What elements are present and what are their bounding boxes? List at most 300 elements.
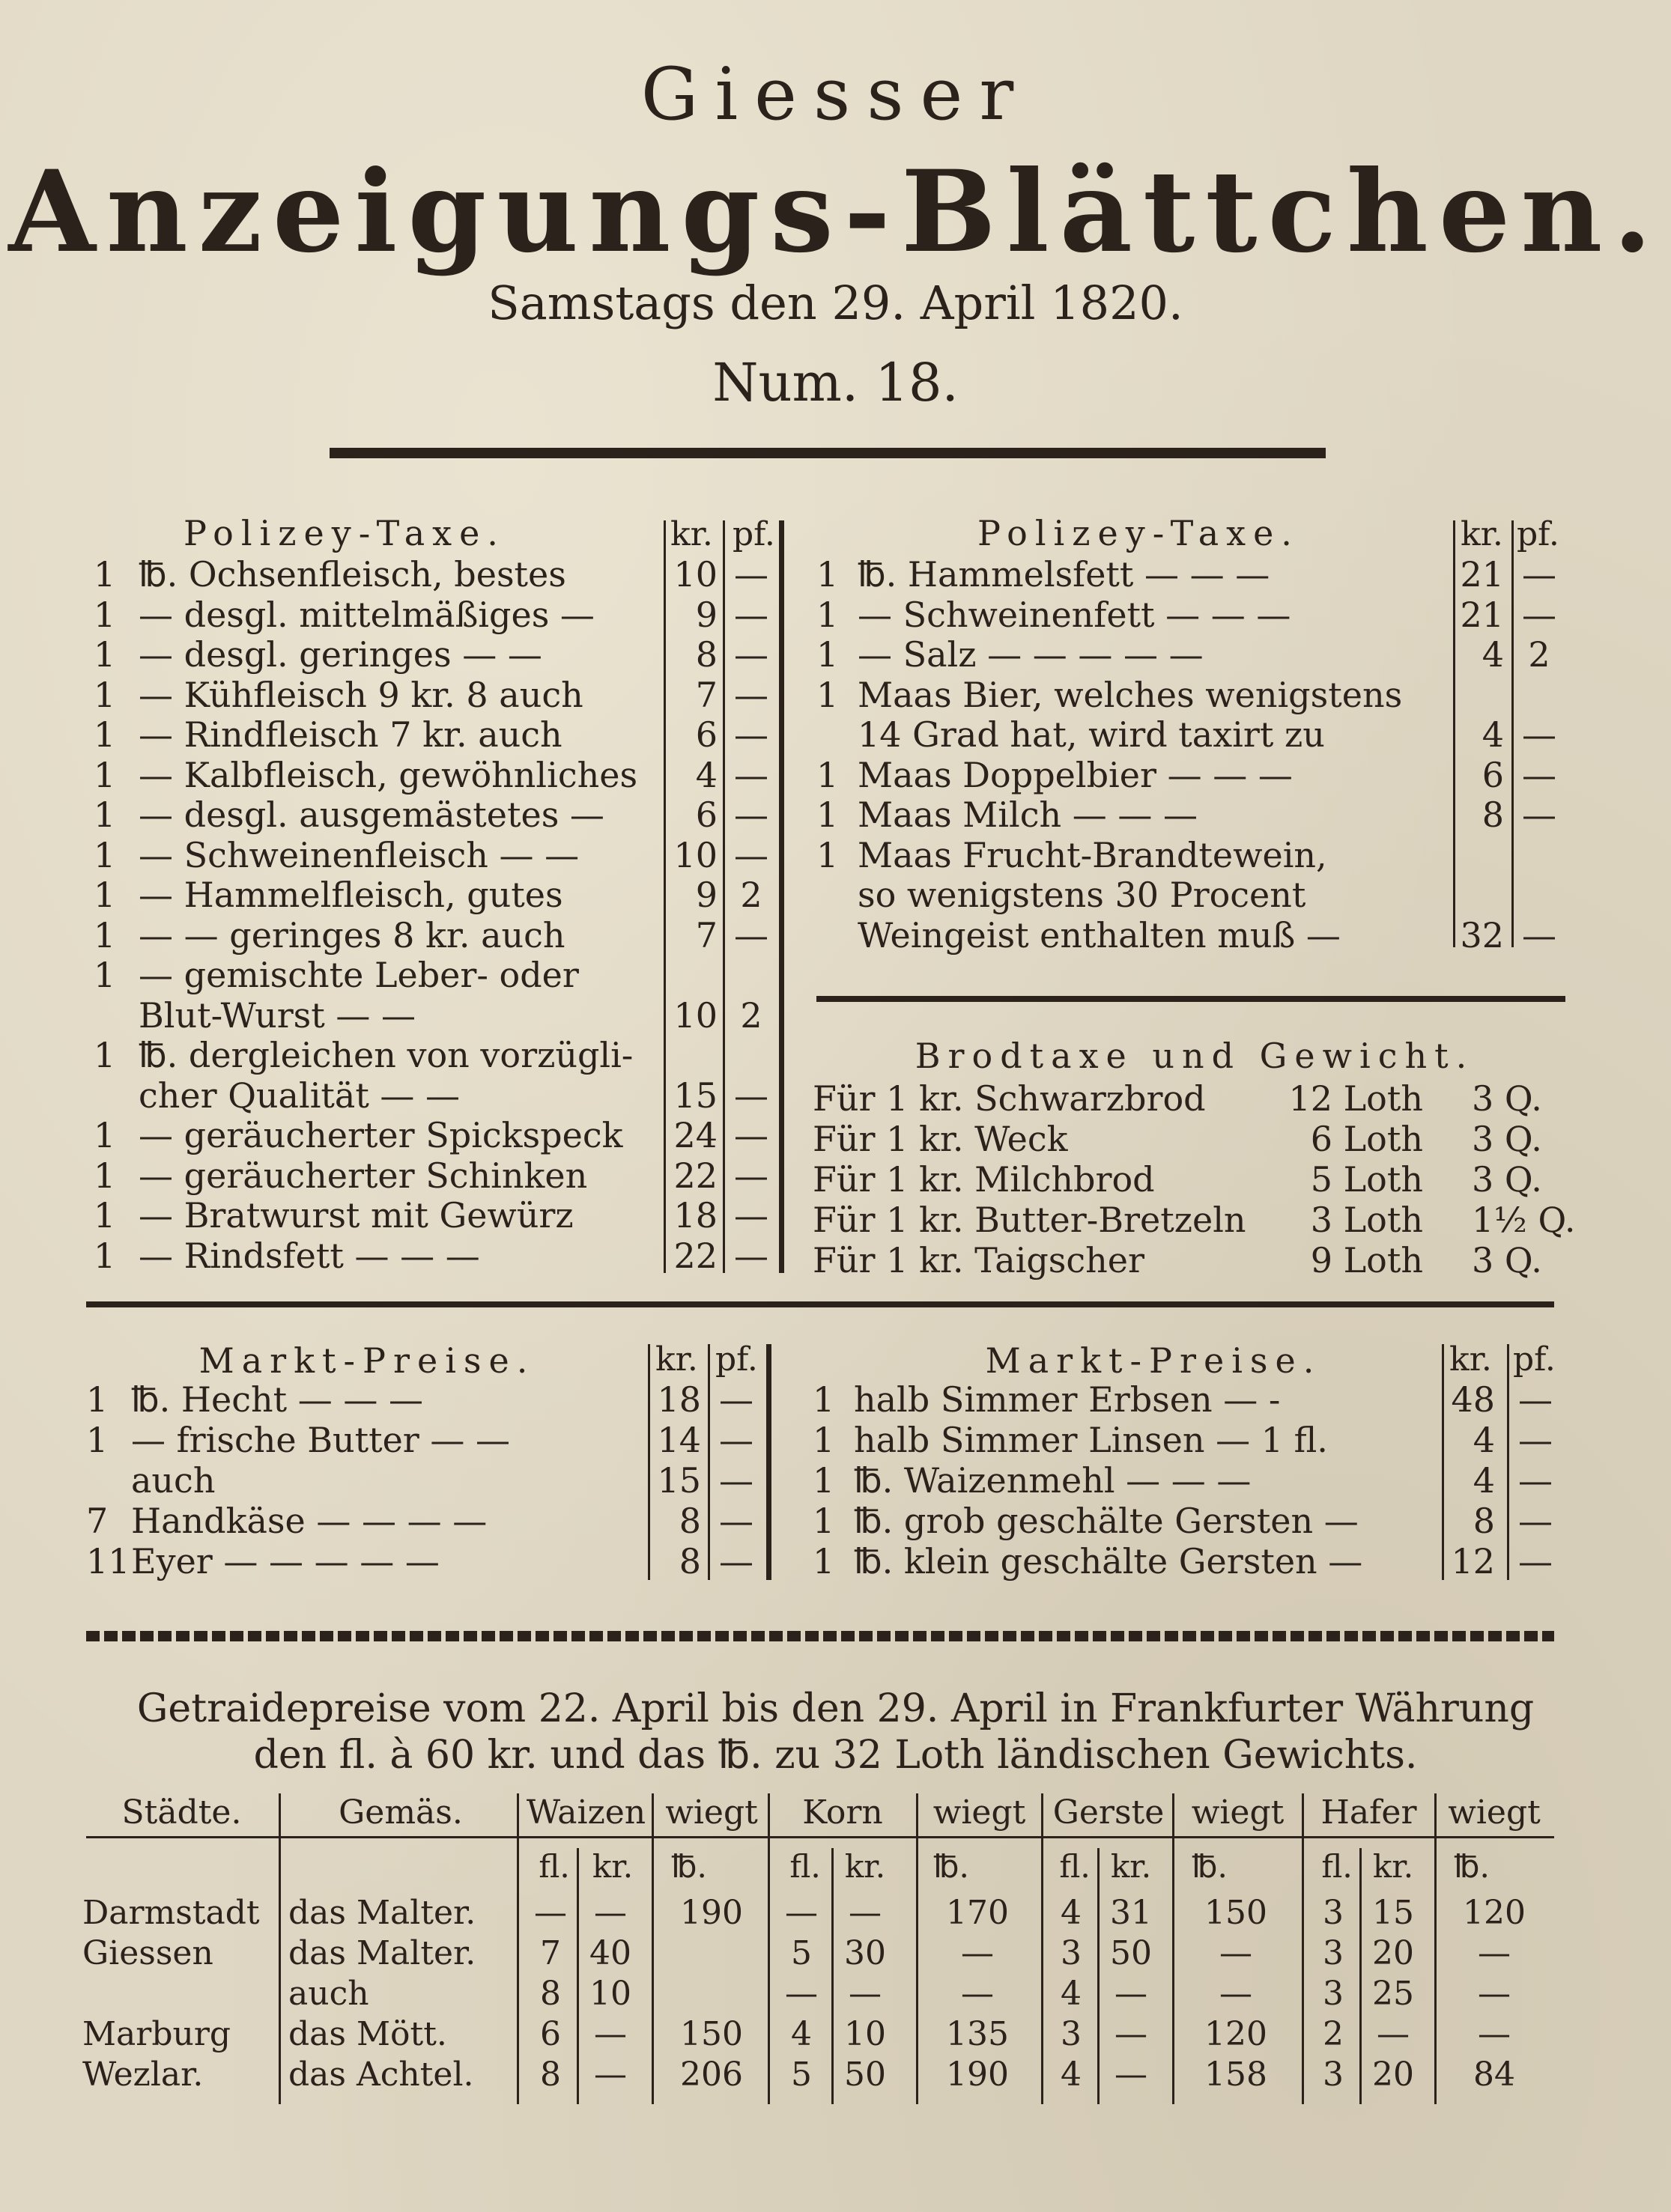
table-cell: 206 bbox=[680, 2055, 743, 2094]
row-quantity: 1 bbox=[813, 1541, 835, 1581]
table-cell: Wezlar. bbox=[82, 2055, 204, 2094]
table-divider bbox=[768, 1793, 770, 2104]
markt-right-heading: Markt-Preise. bbox=[985, 1340, 1322, 1381]
row-pf: — bbox=[734, 594, 768, 635]
table-cell: — bbox=[594, 2055, 627, 2094]
row-item: — Bratwurst mit Gewürz bbox=[139, 1195, 574, 1236]
table-subheader: ℔. bbox=[671, 1848, 707, 1885]
table-cell: Giessen bbox=[82, 1934, 213, 1972]
bread-weight: 6 Loth bbox=[1310, 1119, 1423, 1159]
table-cell: 4 bbox=[1061, 2055, 1082, 2094]
row-quantity: 1 bbox=[94, 594, 116, 635]
table-cell: 150 bbox=[680, 2015, 743, 2053]
row-kr: 14 bbox=[657, 1420, 701, 1460]
row-kr: 21 bbox=[1460, 554, 1504, 595]
row-item: Handkäse — — — — bbox=[131, 1501, 488, 1541]
row-item: 14 Grad hat, wird taxirt zu bbox=[858, 714, 1325, 755]
row-kr: 10 bbox=[673, 834, 718, 875]
row-kr: 18 bbox=[657, 1379, 701, 1420]
table-row bbox=[0, 1078, 1671, 1119]
row-quantity: 1 bbox=[94, 914, 116, 955]
table-cell: das Mött. bbox=[288, 2015, 447, 2053]
table-cell: 135 bbox=[946, 2015, 1009, 2053]
table-row bbox=[0, 1933, 1671, 1974]
table-subheader: kr. bbox=[592, 1848, 634, 1885]
table-cell: 50 bbox=[844, 2055, 886, 2094]
polizey-left-col-pf: pf. bbox=[733, 515, 775, 553]
row-item: — gemischte Leber- oder bbox=[139, 955, 579, 995]
table-row bbox=[0, 875, 1671, 915]
row-item: halb Simmer Erbsen — - bbox=[854, 1379, 1281, 1420]
table-cell: 7 bbox=[540, 1934, 561, 1972]
table-subheader: ℔. bbox=[1454, 1848, 1490, 1885]
table-header: Hafer bbox=[1320, 1793, 1417, 1832]
row-kr: 8 bbox=[1482, 794, 1504, 835]
row-item: Maas Bier, welches wenigstens bbox=[858, 674, 1403, 715]
row-item: ℔. Waizenmehl — — — bbox=[854, 1460, 1252, 1501]
table-cell: 4 bbox=[1061, 1894, 1082, 1932]
row-quantity: 1 bbox=[94, 1235, 116, 1276]
row-quantity: 1 bbox=[94, 955, 116, 995]
row-pf: — bbox=[1522, 794, 1556, 835]
polizey-right-divider bbox=[1511, 520, 1514, 947]
header-underline bbox=[86, 1836, 1554, 1838]
row-item: Maas Milch — — — bbox=[858, 794, 1198, 835]
row-item: — desgl. mittelmäßiges — bbox=[139, 594, 595, 635]
row-kr: 9 bbox=[695, 875, 718, 915]
markt-left-col-pf: pf. bbox=[715, 1340, 758, 1379]
table-cell: 150 bbox=[1204, 1894, 1267, 1932]
table-cell: — bbox=[1114, 2015, 1147, 2053]
table-cell: — bbox=[594, 2015, 627, 2053]
table-subheader: ℔. bbox=[1192, 1848, 1228, 1885]
row-pf: — bbox=[1522, 754, 1556, 795]
table-cell: — bbox=[534, 1894, 567, 1932]
row-pf: 2 bbox=[740, 875, 762, 915]
section-rule bbox=[86, 1301, 1554, 1307]
row-pf: — bbox=[734, 674, 768, 715]
table-row bbox=[0, 675, 1671, 715]
table-subheader: fl. bbox=[1321, 1848, 1353, 1885]
row-pf: — bbox=[734, 834, 768, 875]
table-header: Waizen bbox=[526, 1793, 646, 1832]
row-item: — Rindfleisch 7 kr. auch bbox=[139, 714, 562, 755]
row-item: — Kühfleisch 9 kr. 8 auch bbox=[139, 674, 583, 715]
row-quantity: 1 bbox=[94, 1035, 116, 1075]
table-cell: — bbox=[849, 1975, 882, 2013]
row-pf: — bbox=[734, 794, 768, 835]
bread-quarter: 3 Q. bbox=[1472, 1119, 1542, 1159]
table-subheader: fl. bbox=[539, 1848, 570, 1885]
table-divider bbox=[1359, 1848, 1362, 2104]
table-row bbox=[0, 1200, 1671, 1240]
row-kr: 12 bbox=[1451, 1541, 1495, 1581]
table-header: wiegt bbox=[1191, 1793, 1285, 1832]
row-kr: 22 bbox=[673, 1235, 718, 1276]
masthead-line1: Giesser bbox=[640, 52, 1031, 136]
markt-right-divider bbox=[1442, 1344, 1444, 1580]
row-item: ℔. Hecht — — — bbox=[131, 1379, 423, 1420]
row-kr: 4 bbox=[1473, 1420, 1495, 1460]
row-quantity: 7 bbox=[86, 1501, 109, 1541]
masthead-title: Anzeigungs-Blättchen. bbox=[8, 146, 1663, 278]
bread-weight: 5 Loth bbox=[1310, 1159, 1423, 1200]
table-row bbox=[0, 1379, 1671, 1420]
row-kr: 18 bbox=[673, 1195, 718, 1236]
table-cell: 25 bbox=[1372, 1975, 1414, 2013]
row-pf: 2 bbox=[1528, 634, 1550, 675]
row-item: — — geringes 8 kr. auch bbox=[139, 914, 565, 955]
row-pf: — bbox=[1522, 554, 1556, 595]
row-pf: — bbox=[719, 1420, 753, 1460]
table-cell: 120 bbox=[1463, 1894, 1526, 1932]
row-pf: — bbox=[1518, 1460, 1553, 1501]
table-row bbox=[0, 1460, 1671, 1501]
bread-label: Für 1 kr. Milchbrod bbox=[813, 1159, 1155, 1200]
table-cell: 20 bbox=[1372, 2055, 1414, 2094]
markt-right-divider bbox=[1507, 1344, 1509, 1580]
row-kr: 21 bbox=[1460, 594, 1504, 635]
table-row bbox=[0, 1119, 1671, 1159]
table-cell: das Malter. bbox=[288, 1934, 476, 1972]
bread-label: Für 1 kr. Butter-Bretzeln bbox=[813, 1200, 1246, 1240]
getraide-title-line2: den fl. à 60 kr. und das ℔. zu 32 Loth ländischen Gewichts. bbox=[253, 1733, 1418, 1778]
row-pf: — bbox=[734, 1155, 768, 1196]
table-divider bbox=[517, 1793, 519, 2104]
table-row bbox=[0, 1159, 1671, 1200]
table-cell: Marburg bbox=[82, 2015, 231, 2053]
row-item: — Schweinenfleisch — — bbox=[139, 834, 580, 875]
row-quantity: 1 bbox=[816, 634, 839, 675]
row-kr: 6 bbox=[695, 794, 718, 835]
table-cell: 8 bbox=[540, 1975, 561, 2013]
table-cell: 10 bbox=[589, 1975, 631, 2013]
table-cell: Darmstadt bbox=[82, 1894, 260, 1932]
table-divider bbox=[1041, 1793, 1043, 2104]
row-item: ℔. grob geschälte Gersten — bbox=[854, 1501, 1359, 1541]
row-item: ℔. klein geschälte Gersten — bbox=[854, 1541, 1363, 1581]
row-kr: 15 bbox=[673, 1075, 718, 1116]
table-cell: — bbox=[785, 1894, 818, 1932]
row-kr: 8 bbox=[695, 634, 718, 675]
table-subheader: fl. bbox=[1059, 1848, 1091, 1885]
table-header: Städte. bbox=[121, 1793, 242, 1832]
bread-weight: 3 Loth bbox=[1310, 1200, 1423, 1240]
table-cell: das Malter. bbox=[288, 1894, 476, 1932]
row-kr: 10 bbox=[673, 994, 718, 1036]
polizey-right-divider bbox=[1453, 520, 1455, 947]
row-item: Maas Frucht-Brandtewein, bbox=[858, 834, 1327, 875]
row-kr: 22 bbox=[673, 1155, 718, 1196]
row-pf: — bbox=[734, 714, 768, 755]
row-item: ℔. Ochsenfleisch, bestes bbox=[139, 554, 566, 595]
row-item: ℔. dergleichen von vorzügli- bbox=[139, 1035, 634, 1075]
table-divider bbox=[831, 1848, 834, 2104]
row-kr: 8 bbox=[679, 1501, 701, 1541]
row-item: ℔. Hammelsfett — — — bbox=[858, 554, 1270, 595]
row-quantity: 1 bbox=[86, 1379, 109, 1420]
row-kr: 9 bbox=[695, 594, 718, 635]
table-header: wiegt bbox=[1448, 1793, 1541, 1832]
row-quantity: 1 bbox=[94, 875, 116, 915]
table-row bbox=[0, 634, 1671, 675]
table-divider bbox=[1172, 1793, 1174, 2104]
bread-quarter: 1½ Q. bbox=[1472, 1200, 1576, 1240]
table-row bbox=[0, 835, 1671, 875]
brodtaxe-heading: Brodtaxe und Gewicht. bbox=[915, 1036, 1475, 1076]
getraide-title-line1: Getraidepreise vom 22. April bis den 29. April in Frankfurter Währung bbox=[136, 1686, 1535, 1731]
table-cell: 15 bbox=[1372, 1894, 1414, 1932]
row-kr: 6 bbox=[1482, 754, 1504, 795]
table-subheader: ℔. bbox=[933, 1848, 969, 1885]
row-kr: 4 bbox=[1473, 1460, 1495, 1501]
row-pf: — bbox=[1518, 1541, 1553, 1581]
issue-date: Samstags den 29. April 1820. bbox=[488, 276, 1183, 330]
row-kr: 8 bbox=[679, 1541, 701, 1581]
polizey-right-heading: Polizey-Taxe. bbox=[977, 513, 1300, 553]
masthead-rule bbox=[330, 448, 1326, 458]
row-pf: 2 bbox=[740, 994, 762, 1036]
row-quantity: 1 bbox=[94, 674, 116, 715]
table-row bbox=[0, 1974, 1671, 2014]
row-pf: — bbox=[1518, 1379, 1553, 1420]
row-kr: 4 bbox=[695, 754, 718, 795]
row-pf: — bbox=[734, 554, 768, 595]
row-kr: 4 bbox=[1482, 714, 1504, 755]
table-row bbox=[0, 955, 1671, 995]
table-cell: 2 bbox=[1323, 2015, 1344, 2053]
table-cell: — bbox=[1377, 2015, 1410, 2053]
row-quantity: 1 bbox=[94, 1155, 116, 1196]
row-pf: — bbox=[719, 1541, 753, 1581]
table-divider bbox=[577, 1848, 579, 2104]
markt-right-col-pf: pf. bbox=[1513, 1340, 1556, 1379]
row-item: so wenigstens 30 Procent bbox=[858, 875, 1306, 915]
row-pf: — bbox=[1522, 714, 1556, 755]
bread-label: Für 1 kr. Weck bbox=[813, 1119, 1068, 1159]
table-subheader: kr. bbox=[1372, 1848, 1414, 1885]
table-header: wiegt bbox=[932, 1793, 1026, 1832]
table-cell: 20 bbox=[1372, 1934, 1414, 1972]
row-quantity: 1 bbox=[816, 594, 839, 635]
bread-weight: 9 Loth bbox=[1310, 1240, 1423, 1280]
table-cell: — bbox=[1478, 1934, 1511, 1972]
markt-left-heading: Markt-Preise. bbox=[198, 1340, 536, 1381]
polizey-left-heading: Polizey-Taxe. bbox=[184, 513, 506, 553]
table-row bbox=[0, 2055, 1671, 2095]
table-header: Gemäs. bbox=[339, 1793, 463, 1832]
table-cell: — bbox=[849, 1894, 882, 1932]
row-pf: — bbox=[719, 1501, 753, 1541]
table-row bbox=[0, 554, 1671, 595]
section-rule bbox=[86, 1631, 1554, 1641]
table-cell: das Achtel. bbox=[288, 2055, 474, 2094]
row-quantity: 1 bbox=[816, 554, 839, 595]
table-divider bbox=[279, 1793, 281, 2104]
markt-right-col-kr: kr. bbox=[1449, 1340, 1492, 1379]
bread-quarter: 3 Q. bbox=[1472, 1159, 1542, 1200]
table-cell: 4 bbox=[791, 2015, 812, 2053]
row-item: — desgl. geringes — — bbox=[139, 634, 542, 675]
row-kr: 4 bbox=[1482, 634, 1504, 675]
table-row bbox=[0, 1240, 1671, 1280]
table-row bbox=[0, 2014, 1671, 2055]
row-pf: — bbox=[1518, 1420, 1553, 1460]
polizey-right-col-kr: kr. bbox=[1461, 515, 1503, 553]
table-cell: 3 bbox=[1061, 2015, 1082, 2053]
table-cell: — bbox=[1114, 2055, 1147, 2094]
table-cell: — bbox=[961, 1934, 994, 1972]
row-kr: 7 bbox=[695, 914, 718, 955]
table-header: wiegt bbox=[665, 1793, 758, 1832]
row-item: — Kalbfleisch, gewöhnliches bbox=[139, 754, 638, 795]
row-item: Weingeist enthalten muß — bbox=[858, 914, 1341, 955]
table-cell: — bbox=[1478, 2015, 1511, 2053]
table-cell: 6 bbox=[540, 2015, 561, 2053]
row-quantity: 1 bbox=[816, 794, 839, 835]
table-cell: — bbox=[1219, 1975, 1252, 2013]
row-pf: — bbox=[719, 1379, 753, 1420]
markt-left-col-kr: kr. bbox=[655, 1340, 698, 1379]
table-cell: — bbox=[1219, 1934, 1252, 1972]
table-row bbox=[0, 915, 1671, 955]
row-kr: 48 bbox=[1451, 1379, 1495, 1420]
row-quantity: 1 bbox=[94, 834, 116, 875]
table-cell: — bbox=[1114, 1975, 1147, 2013]
row-quantity: 1 bbox=[94, 1195, 116, 1236]
table-row bbox=[0, 1501, 1671, 1541]
table-cell: 50 bbox=[1110, 1934, 1152, 1972]
table-row bbox=[0, 714, 1671, 755]
row-item: Blut-Wurst — — bbox=[139, 994, 416, 1036]
row-pf: — bbox=[1522, 914, 1556, 955]
bread-quarter: 3 Q. bbox=[1472, 1240, 1542, 1280]
row-pf: — bbox=[1518, 1501, 1553, 1541]
row-pf: — bbox=[734, 1115, 768, 1155]
row-pf: — bbox=[734, 634, 768, 675]
row-item: Eyer — — — — — bbox=[131, 1541, 440, 1581]
table-cell: 3 bbox=[1061, 1934, 1082, 1972]
row-item: — Hammelfleisch, gutes bbox=[139, 875, 563, 915]
row-quantity: 1 bbox=[813, 1420, 835, 1460]
table-cell: 5 bbox=[791, 2055, 812, 2094]
table-row bbox=[0, 595, 1671, 635]
row-quantity: 1 bbox=[816, 674, 839, 715]
row-quantity: 1 bbox=[813, 1379, 835, 1420]
issue-number: Num. 18. bbox=[712, 352, 959, 413]
row-quantity: 1 bbox=[94, 714, 116, 755]
table-cell: 170 bbox=[946, 1894, 1009, 1932]
row-item: — desgl. ausgemästetes — bbox=[139, 794, 604, 835]
table-cell: 3 bbox=[1323, 1975, 1344, 2013]
row-item: — Rindsfett — — — bbox=[139, 1235, 480, 1276]
table-cell: 8 bbox=[540, 2055, 561, 2094]
row-quantity: 1 bbox=[813, 1460, 835, 1501]
row-pf: — bbox=[734, 1195, 768, 1236]
table-cell: auch bbox=[288, 1975, 369, 2013]
table-cell: 120 bbox=[1204, 2015, 1267, 2053]
bread-label: Für 1 kr. Taigscher bbox=[813, 1240, 1144, 1280]
table-subheader: kr. bbox=[1110, 1848, 1152, 1885]
row-item: halb Simmer Linsen — 1 fl. bbox=[854, 1420, 1328, 1460]
table-cell: — bbox=[785, 1975, 818, 2013]
table-divider bbox=[916, 1793, 918, 2104]
row-pf: — bbox=[734, 1075, 768, 1116]
table-cell: 10 bbox=[844, 2015, 886, 2053]
table-cell: 30 bbox=[844, 1934, 886, 1972]
table-cell: 31 bbox=[1110, 1894, 1152, 1932]
row-quantity: 1 bbox=[816, 834, 839, 875]
row-item: Maas Doppelbier — — — bbox=[858, 754, 1293, 795]
row-kr: 6 bbox=[695, 714, 718, 755]
table-divider bbox=[1097, 1848, 1100, 2104]
table-row bbox=[0, 1541, 1671, 1581]
section-rule bbox=[816, 996, 1565, 1002]
table-cell: 5 bbox=[791, 1934, 812, 1972]
row-item: — geräucherter Spickspeck bbox=[139, 1115, 623, 1155]
row-item: — Schweinenfett — — — bbox=[858, 594, 1291, 635]
table-cell: 190 bbox=[946, 2055, 1009, 2094]
polizey-left-col-kr: kr. bbox=[670, 515, 713, 553]
table-cell: 158 bbox=[1204, 2055, 1267, 2094]
table-cell: — bbox=[594, 1894, 627, 1932]
table-header: Korn bbox=[802, 1793, 883, 1832]
bread-label: Für 1 kr. Schwarzbrod bbox=[813, 1078, 1206, 1119]
table-subheader: fl. bbox=[789, 1848, 821, 1885]
row-pf: — bbox=[719, 1460, 753, 1501]
table-header: Gerste bbox=[1052, 1793, 1165, 1832]
table-cell: 190 bbox=[680, 1894, 743, 1932]
row-quantity: 1 bbox=[86, 1420, 109, 1460]
row-kr: 8 bbox=[1473, 1501, 1495, 1541]
table-cell: 84 bbox=[1473, 2055, 1515, 2094]
table-row bbox=[0, 1893, 1671, 1933]
row-item: cher Qualität — — bbox=[139, 1075, 461, 1116]
row-kr: 10 bbox=[673, 554, 718, 595]
row-pf: — bbox=[734, 914, 768, 955]
bread-weight: 12 Loth bbox=[1288, 1078, 1423, 1119]
table-cell: — bbox=[961, 1975, 994, 2013]
row-kr: 32 bbox=[1460, 914, 1504, 955]
table-row bbox=[0, 794, 1671, 835]
row-quantity: 1 bbox=[813, 1501, 835, 1541]
row-kr: 15 bbox=[657, 1460, 701, 1501]
row-quantity: 11 bbox=[86, 1541, 130, 1581]
table-divider bbox=[652, 1793, 654, 2104]
row-quantity: 1 bbox=[94, 554, 116, 595]
row-item: — frische Butter — — bbox=[131, 1420, 511, 1460]
row-quantity: 1 bbox=[94, 1115, 116, 1155]
table-cell: 3 bbox=[1323, 1894, 1344, 1932]
row-pf: — bbox=[734, 1235, 768, 1276]
table-cell: 3 bbox=[1323, 1934, 1344, 1972]
row-kr: 24 bbox=[673, 1115, 718, 1155]
row-item: — geräucherter Schinken bbox=[139, 1155, 588, 1196]
row-pf: — bbox=[734, 754, 768, 795]
bread-quarter: 3 Q. bbox=[1472, 1078, 1542, 1119]
row-quantity: 1 bbox=[94, 634, 116, 675]
table-cell: — bbox=[1478, 1975, 1511, 2013]
row-pf: — bbox=[1522, 594, 1556, 635]
row-item: auch bbox=[131, 1460, 216, 1501]
table-row bbox=[0, 755, 1671, 795]
row-quantity: 1 bbox=[94, 794, 116, 835]
row-kr: 7 bbox=[695, 674, 718, 715]
table-row bbox=[0, 1420, 1671, 1460]
row-item: — Salz — — — — — bbox=[858, 634, 1204, 675]
table-cell: 4 bbox=[1061, 1975, 1082, 2013]
table-subheader: kr. bbox=[844, 1848, 886, 1885]
